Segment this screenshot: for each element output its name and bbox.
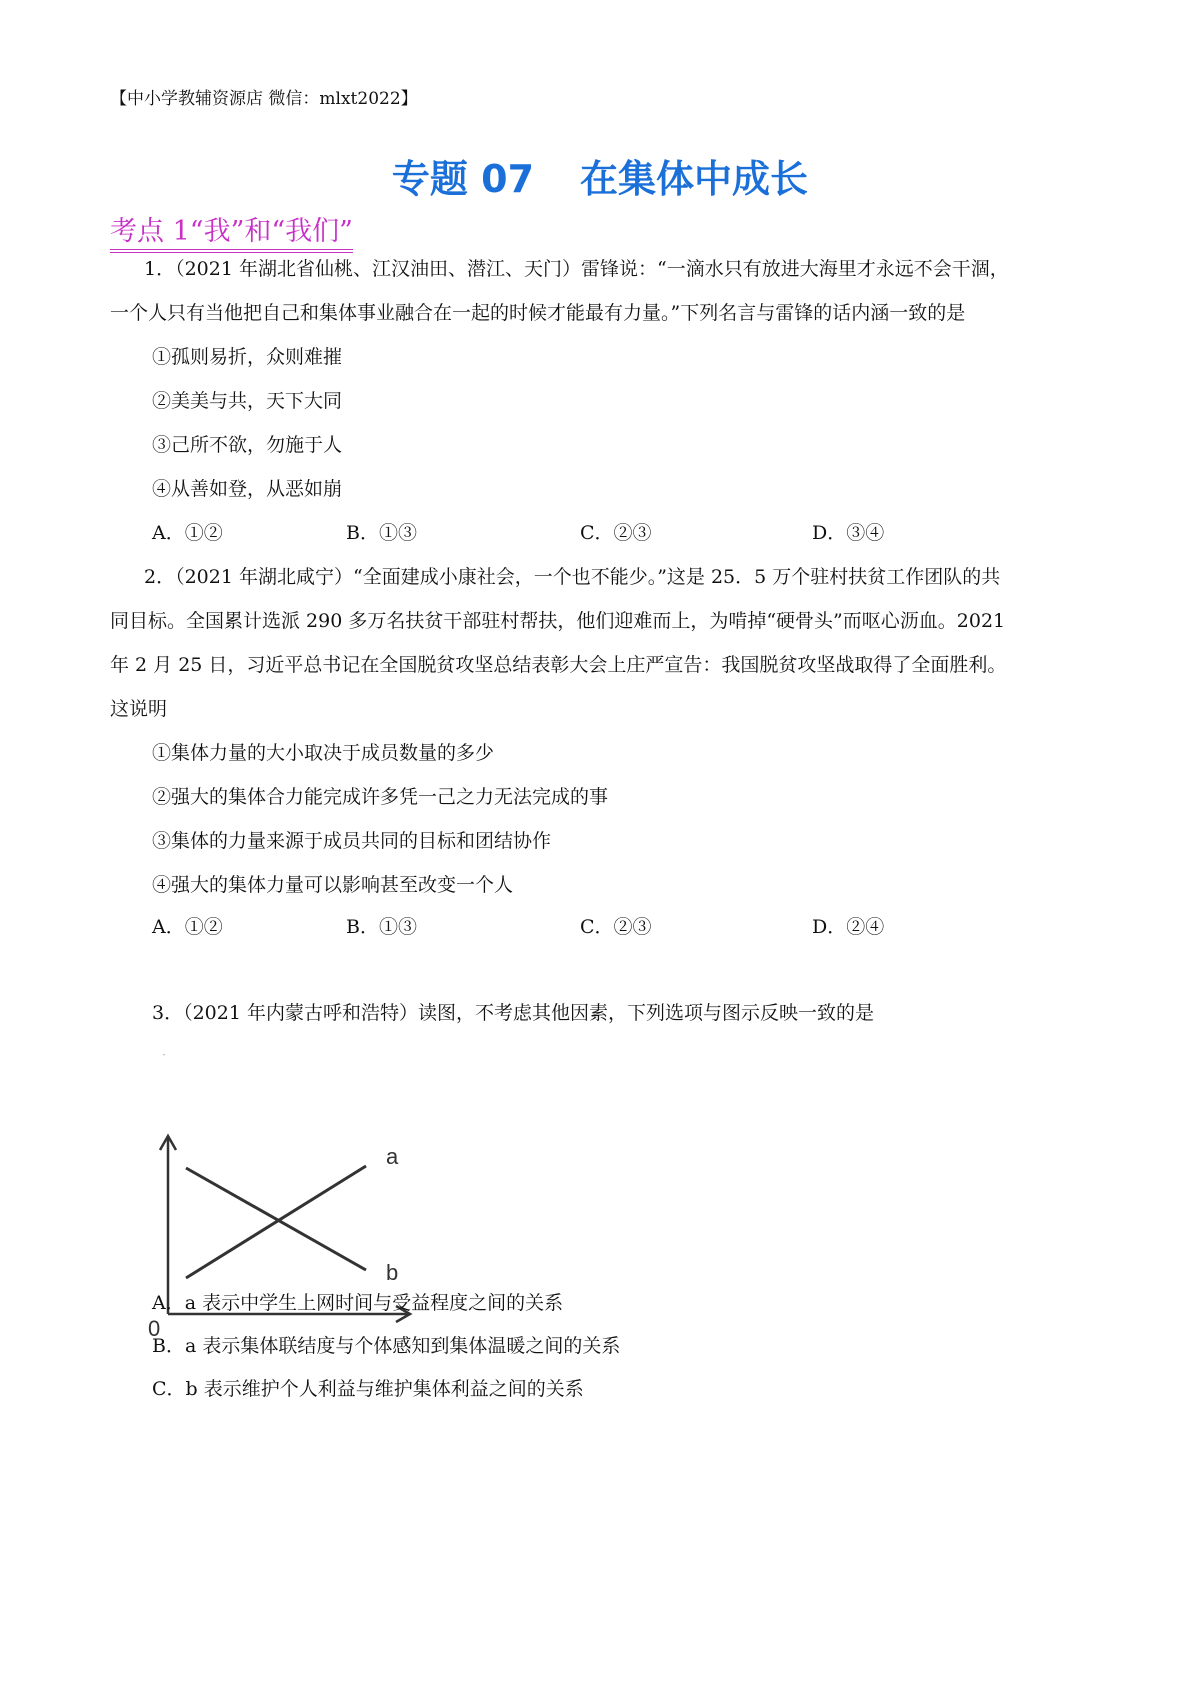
q2-option-a: A．①②: [152, 916, 223, 938]
q3-option-c: C．b 表示维护个人利益与维护集体利益之间的关系: [152, 1378, 584, 1400]
q2-stem-line2: 同目标。全国累计选派 290 多万名扶贫干部驻村帮扶，他们迎难而上，为啃掉“硬骨头”而呕心沥血。2021: [110, 610, 1006, 632]
q2-item-3: ③集体的力量来源于成员共同的目标和团结协作: [152, 830, 552, 852]
q1-item-1: ①孤则易折，众则难摧: [152, 346, 343, 368]
q1-stem-line1: 1．（2021 年湖北省仙桃、江汉油田、潜江、天门）雷锋说：“一滴水只有放进大海里才永远不会干涸，: [144, 258, 1009, 280]
scan-artifact-mark: ˉ: [162, 1054, 166, 1063]
label-b: b: [386, 1260, 399, 1285]
q2-stem-line1: 2．（2021 年湖北咸宁）“全面建成小康社会，一个也不能少。”这是 25．5 万个驻村扶贫工作团队的共: [144, 566, 1001, 588]
header-watermark: 【中小学教辅资源店 微信：mlxt2022】: [110, 89, 418, 109]
q1-item-2: ②美美与共，天下大同: [152, 390, 343, 412]
q3-option-b: B．a 表示集体联结度与个体感知到集体温暖之间的关系: [152, 1335, 621, 1357]
q3-stem-line1: 3．（2021 年内蒙古呼和浩特）读图，不考虑其他因素，下列选项与图示反映一致的是: [152, 1002, 874, 1024]
q1-option-c: C．②③: [580, 522, 652, 544]
section-heading: 考点 1“我”和“我们”: [110, 216, 353, 253]
q2-item-1: ①集体力量的大小取决于成员数量的多少: [152, 742, 495, 764]
page-title: [0, 148, 1200, 203]
q1-option-d: D．③④: [812, 522, 885, 544]
q2-option-c: C．②③: [580, 916, 652, 938]
q1-stem-line2: 一个人只有当他把自己和集体事业融合在一起的时候才能最有力量。”下列名言与雷锋的话内涵一致的是: [110, 302, 966, 324]
q2-item-4: ④强大的集体力量可以影响甚至改变一个人: [152, 874, 514, 896]
q1-option-b: B．①③: [346, 522, 417, 544]
q2-option-b: B．①③: [346, 916, 417, 938]
label-a: a: [386, 1144, 399, 1169]
q2-stem-line3: 年 2 月 25 日，习近平总书记在全国脱贫攻坚总结表彰大会上庄严宣告：我国脱贫攻坚战取得了全面胜利。: [110, 654, 1007, 676]
q3-figure: [148, 1126, 428, 1350]
origin-label: 0: [148, 1316, 161, 1341]
q2-item-2: ②强大的集体合力能完成许多凭一己之力无法完成的事: [152, 786, 609, 808]
q2-stem-line4: 这说明: [110, 698, 168, 720]
q2-option-d: D．②④: [812, 916, 885, 938]
title-text: 在集体中成长: [580, 157, 809, 201]
title-number: 专题 07: [391, 157, 535, 201]
q1-option-a: A．①②: [152, 522, 223, 544]
q3-option-a: A．a 表示中学生上网时间与受益程度之间的关系: [152, 1292, 564, 1314]
q1-item-4: ④从善如登，从恶如崩: [152, 478, 343, 500]
q1-item-3: ③己所不欲，勿施于人: [152, 434, 343, 456]
